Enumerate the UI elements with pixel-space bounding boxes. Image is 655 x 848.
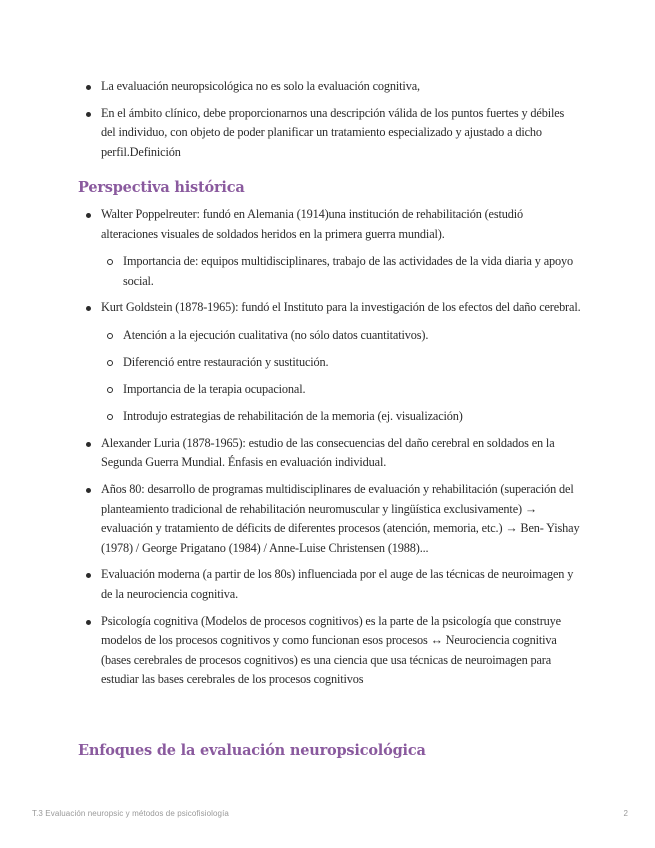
sub-list [101, 252, 581, 291]
list-item-text: Psicología cognitiva (Modelos de procesos cognitivos) es la parte de la psicología que construye modelos de los procesos cognitivos y como funcionan esos procesos ↔ Neurociencia cognitiva (bases cerebrales de procesos cognitivos) es una ciencia que usa técnicas de neuroimagen para estudiar las bases cerebrales de los procesos cognitivos [101, 613, 561, 687]
page-number: 2 [623, 809, 628, 818]
bullet-icon [86, 85, 91, 90]
list-item [0, 480, 655, 558]
sub-list-item-text: Atención a la ejecución cualitativa (no sólo datos cuantitativos). [123, 327, 429, 342]
intro-list [0, 77, 655, 162]
historical-list-block [0, 205, 655, 690]
sub-list-item [101, 326, 581, 346]
bullet-icon [86, 213, 91, 218]
footer-title: T.3 Evaluación neuropsic y métodos de psicofisiología [32, 809, 229, 818]
sub-list [101, 326, 581, 427]
bullet-icon [86, 306, 91, 311]
sub-list-item-text: Importancia de: equipos multidisciplinares, trabajo de las actividades de la vida diaria y apoyo social. [123, 254, 574, 288]
list-item-text: Alexander Luria (1878-1965): estudio de las consecuencias del daño cerebral en soldados en la Segunda Guerra Mundial. Énfasis en evaluación individual. [101, 435, 555, 470]
bullet-icon [86, 442, 91, 447]
list-item-text: Kurt Goldstein (1878-1965): fundó el Instituto para la investigación de los efectos del daño cerebral. [101, 300, 581, 315]
list-item [0, 565, 655, 604]
circle-bullet-icon [107, 259, 113, 265]
historical-list [0, 205, 655, 690]
list-item-text: En el ámbito clínico, debe proporcionarnos una descripción válida de los puntos fuertes y débiles del individuo, con objeto de poder planificar un tratamiento especializado y ajustado a dicho perfil.Definición [101, 105, 565, 159]
list-item-text: Evaluación moderna (a partir de los 80s) influenciada por el auge de las técnicas de neuroimagen y de la neurociencia cognitiva. [101, 567, 574, 601]
circle-bullet-icon [107, 414, 113, 420]
sub-list-item [101, 407, 581, 427]
section-heading-approaches: Enfoques de la evaluación neuropsicológica [78, 742, 426, 759]
bullet-icon [86, 573, 91, 578]
section-heading-historical: Perspectiva histórica [78, 179, 245, 196]
sub-list-item-text: Diferenció entre restauración y sustitución. [123, 355, 329, 370]
sub-list-item-text: Introdujo estrategias de rehabilitación de la memoria (ej. visualización) [123, 409, 463, 424]
list-item [0, 612, 655, 690]
list-item [0, 298, 655, 426]
sub-list-item [101, 353, 581, 373]
list-item-text: La evaluación neuropsicológica no es solo la evaluación cognitiva, [101, 79, 420, 93]
list-item [0, 104, 655, 163]
sub-list-item [101, 380, 581, 400]
list-item-text: Walter Poppelreuter: fundó en Alemania (1914)una institución de rehabilitación (estudió alteraciones visuales de soldados heridos en la primera guerra mundial). [101, 207, 524, 241]
list-item [0, 434, 655, 473]
list-item-text: Años 80: desarrollo de programas multidisciplinares de evaluación y rehabilitación (superación del planteamiento tradicional de rehabilitación neuromuscular y lingüística exclusivamente) → evaluación y tratamiento de déficits de diferentes procesos (atención, memoria, etc.) → Ben- Yishay (1978) / George Prigatano (1984) / Anne-Luise Christensen (1988)... [101, 482, 580, 555]
list-item [0, 77, 655, 97]
sub-list-item-text: Importancia de la terapia ocupacional. [123, 382, 306, 397]
circle-bullet-icon [107, 387, 113, 393]
intro-list-block [0, 77, 655, 162]
circle-bullet-icon [107, 360, 113, 366]
bullet-icon [86, 112, 91, 117]
circle-bullet-icon [107, 333, 113, 339]
sub-list-item [101, 252, 581, 291]
bullet-icon [86, 488, 91, 493]
bullet-icon [86, 620, 91, 625]
list-item [0, 205, 655, 291]
